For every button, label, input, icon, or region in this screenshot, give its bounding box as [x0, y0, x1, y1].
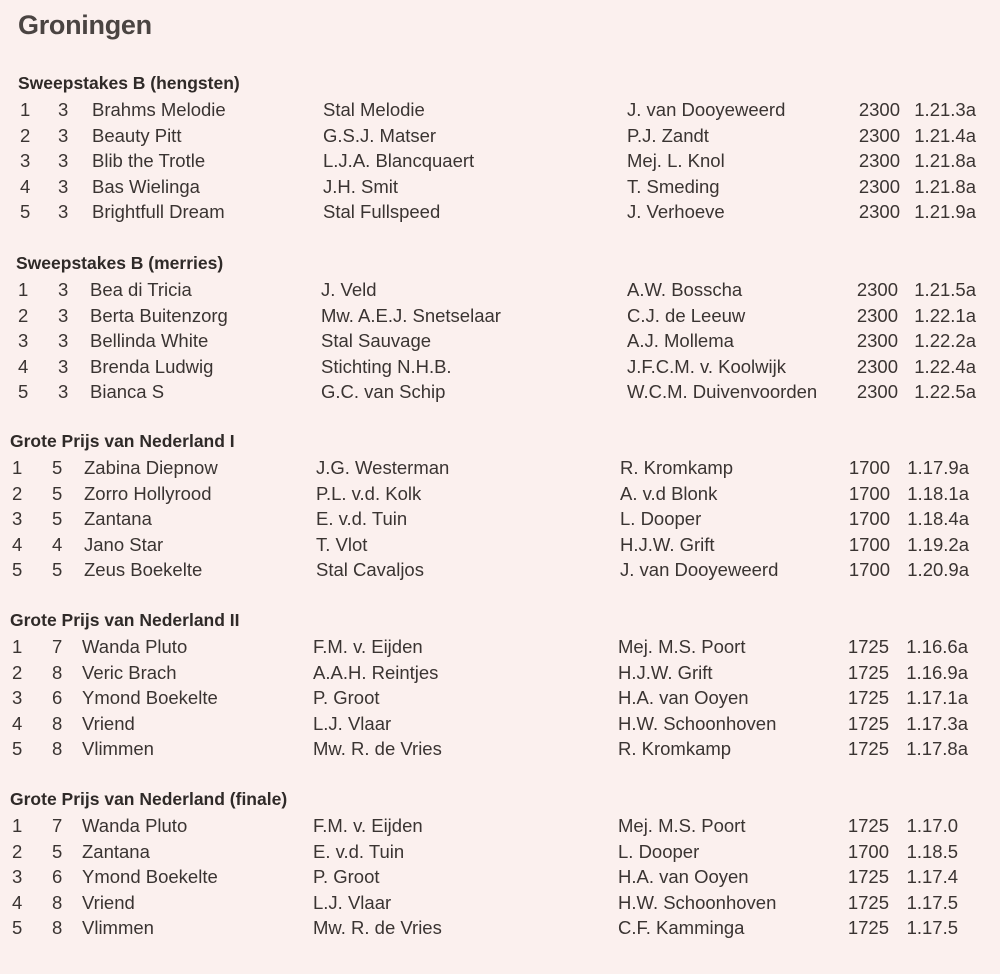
place-cell: 2: [12, 662, 23, 683]
place-cell: 2: [18, 305, 29, 326]
place-cell: 3: [12, 508, 23, 529]
place-cell: 4: [12, 892, 23, 913]
horse-cell: Zantana: [84, 508, 152, 529]
driver-cell: Mej. M.S. Poort: [618, 636, 746, 657]
distance-cell: 1725: [847, 815, 889, 836]
owner-cell: E. v.d. Tuin: [313, 841, 405, 862]
place-cell: 2: [12, 483, 23, 504]
owner-cell: Mw. A.E.J. Snetselaar: [321, 305, 501, 326]
horse-cell: Wanda Pluto: [82, 636, 188, 657]
distance-cell: 2300: [858, 176, 900, 197]
age-cell: 8: [52, 662, 63, 683]
time-cell: 1.21.8a: [914, 176, 976, 197]
horse-cell: Zantana: [82, 841, 150, 862]
place-cell: 1: [12, 815, 23, 836]
result-row: [0, 123, 1000, 148]
owner-cell: G.C. van Schip: [321, 381, 446, 402]
owner-cell: P.L. v.d. Kolk: [316, 483, 422, 504]
driver-cell: Mej. L. Knol: [627, 150, 725, 171]
horse-cell: Wanda Pluto: [82, 815, 188, 836]
place-cell: 1: [12, 636, 23, 657]
result-row: [0, 634, 1000, 659]
owner-cell: G.S.J. Matser: [323, 125, 437, 146]
time-cell: 1.22.4a: [914, 356, 976, 377]
age-cell: 5: [52, 841, 63, 862]
section-title: Grote Prijs van Nederland II: [10, 610, 240, 630]
distance-cell: 1700: [848, 559, 890, 580]
age-cell: 6: [52, 866, 63, 887]
horse-cell: Vlimmen: [82, 738, 154, 759]
horse-cell: Brenda Ludwig: [90, 356, 214, 377]
driver-cell: H.J.W. Grift: [620, 534, 715, 555]
owner-cell: L.J. Vlaar: [313, 713, 392, 734]
place-cell: 4: [18, 356, 29, 377]
age-cell: 8: [52, 892, 63, 913]
result-row: [0, 174, 1000, 199]
distance-cell: 2300: [858, 201, 900, 222]
result-row: [0, 354, 1000, 379]
place-cell: 5: [18, 381, 29, 402]
age-cell: 3: [58, 201, 69, 222]
section-title: Sweepstakes B (hengsten): [18, 73, 240, 93]
time-cell: 1.22.2a: [914, 330, 976, 351]
owner-cell: Stal Fullspeed: [323, 201, 441, 222]
horse-cell: Vriend: [82, 892, 135, 913]
horse-cell: Vlimmen: [82, 917, 154, 938]
age-cell: 3: [58, 279, 69, 300]
result-row: [0, 813, 1000, 838]
time-cell: 1.21.8a: [914, 150, 976, 171]
driver-cell: H.J.W. Grift: [618, 662, 713, 683]
result-row: [0, 277, 1000, 302]
driver-cell: A.J. Mollema: [627, 330, 734, 351]
result-row: [0, 532, 1000, 557]
distance-cell: 1700: [847, 841, 889, 862]
result-row: [0, 506, 1000, 531]
owner-cell: T. Vlot: [316, 534, 368, 555]
distance-cell: 1700: [848, 508, 890, 529]
place-cell: 5: [20, 201, 31, 222]
driver-cell: C.J. de Leeuw: [627, 305, 746, 326]
age-cell: 8: [52, 917, 63, 938]
age-cell: 4: [52, 534, 63, 555]
owner-cell: P. Groot: [313, 866, 380, 887]
place-cell: 5: [12, 559, 23, 580]
horse-cell: Bas Wielinga: [92, 176, 200, 197]
distance-cell: 1725: [847, 866, 889, 887]
time-cell: 1.21.5a: [914, 279, 976, 300]
horse-cell: Ymond Boekelte: [82, 866, 218, 887]
driver-cell: H.W. Schoonhoven: [618, 713, 777, 734]
place-cell: 5: [12, 738, 23, 759]
distance-cell: 2300: [856, 305, 898, 326]
result-row: [0, 711, 1000, 736]
driver-cell: A. v.d Blonk: [620, 483, 718, 504]
result-row: [0, 890, 1000, 915]
distance-cell: 2300: [856, 330, 898, 351]
distance-cell: 1700: [848, 457, 890, 478]
result-row: [0, 148, 1000, 173]
age-cell: 3: [58, 176, 69, 197]
age-cell: 5: [52, 508, 63, 529]
place-cell: 4: [12, 534, 23, 555]
age-cell: 8: [52, 713, 63, 734]
owner-cell: E. v.d. Tuin: [316, 508, 408, 529]
time-cell: 1.17.4: [906, 866, 958, 887]
horse-cell: Beauty Pitt: [92, 125, 182, 146]
age-cell: 5: [52, 483, 63, 504]
distance-cell: 2300: [858, 125, 900, 146]
owner-cell: A.A.H. Reintjes: [313, 662, 439, 683]
place-cell: 1: [20, 99, 31, 120]
time-cell: 1.18.5: [906, 841, 958, 862]
age-cell: 3: [58, 305, 69, 326]
time-cell: 1.17.0: [906, 815, 958, 836]
owner-cell: Mw. R. de Vries: [313, 917, 442, 938]
age-cell: 5: [52, 559, 63, 580]
age-cell: 3: [58, 356, 69, 377]
section-title: Sweepstakes B (merries): [16, 253, 224, 273]
horse-cell: Veric Brach: [82, 662, 177, 683]
time-cell: 1.16.6a: [906, 636, 968, 657]
result-row: [0, 199, 1000, 224]
owner-cell: F.M. v. Eijden: [313, 636, 423, 657]
place-cell: 3: [12, 866, 23, 887]
distance-cell: 2300: [858, 150, 900, 171]
result-row: [0, 557, 1000, 582]
driver-cell: H.W. Schoonhoven: [618, 892, 777, 913]
place-cell: 2: [12, 841, 23, 862]
horse-cell: Berta Buitenzorg: [90, 305, 228, 326]
age-cell: 8: [52, 738, 63, 759]
horse-cell: Bea di Tricia: [90, 279, 192, 300]
distance-cell: 1725: [847, 636, 889, 657]
driver-cell: R. Kromkamp: [620, 457, 734, 478]
result-row: [0, 328, 1000, 353]
owner-cell: Stal Sauvage: [321, 330, 432, 351]
time-cell: 1.21.3a: [914, 99, 976, 120]
place-cell: 5: [12, 917, 23, 938]
distance-cell: 1725: [847, 687, 889, 708]
time-cell: 1.17.8a: [906, 738, 968, 759]
place-cell: 4: [12, 713, 23, 734]
horse-cell: Blib the Trotle: [92, 150, 206, 171]
driver-cell: L. Dooper: [618, 841, 700, 862]
age-cell: 7: [52, 636, 63, 657]
time-cell: 1.17.1a: [906, 687, 968, 708]
horse-cell: Brahms Melodie: [92, 99, 226, 120]
distance-cell: 2300: [856, 279, 898, 300]
driver-cell: Mej. M.S. Poort: [618, 815, 746, 836]
place-cell: 1: [12, 457, 23, 478]
result-row: [0, 481, 1000, 506]
horse-cell: Zabina Diepnow: [84, 457, 218, 478]
driver-cell: R. Kromkamp: [618, 738, 732, 759]
horse-cell: Zeus Boekelte: [84, 559, 203, 580]
distance-cell: 1725: [847, 713, 889, 734]
owner-cell: Stal Melodie: [323, 99, 425, 120]
age-cell: 5: [52, 457, 63, 478]
distance-cell: 2300: [856, 356, 898, 377]
owner-cell: L.J. Vlaar: [313, 892, 392, 913]
time-cell: 1.22.1a: [914, 305, 976, 326]
distance-cell: 1700: [848, 534, 890, 555]
owner-cell: Stal Cavaljos: [316, 559, 424, 580]
place-cell: 3: [12, 687, 23, 708]
time-cell: 1.20.9a: [907, 559, 969, 580]
owner-cell: J. Veld: [321, 279, 377, 300]
horse-cell: Brightfull Dream: [92, 201, 225, 222]
driver-cell: W.C.M. Duivenvoorden: [627, 381, 818, 402]
age-cell: 3: [58, 381, 69, 402]
horse-cell: Ymond Boekelte: [82, 687, 218, 708]
owner-cell: Stichting N.H.B.: [321, 356, 452, 377]
section-title: Grote Prijs van Nederland (finale): [10, 789, 288, 809]
result-row: [0, 660, 1000, 685]
result-row: [0, 839, 1000, 864]
time-cell: 1.18.4a: [907, 508, 969, 529]
time-cell: 1.17.3a: [906, 713, 968, 734]
result-row: [0, 379, 1000, 404]
distance-cell: 1700: [848, 483, 890, 504]
driver-cell: J. van Dooyeweerd: [627, 99, 786, 120]
time-cell: 1.19.2a: [907, 534, 969, 555]
distance-cell: 1725: [847, 917, 889, 938]
distance-cell: 2300: [858, 99, 900, 120]
age-cell: 3: [58, 99, 69, 120]
page-title: Groningen: [18, 10, 152, 40]
result-row: [0, 97, 1000, 122]
distance-cell: 1725: [847, 662, 889, 683]
time-cell: 1.16.9a: [906, 662, 968, 683]
age-cell: 3: [58, 330, 69, 351]
section-title: Grote Prijs van Nederland I: [10, 431, 235, 451]
horse-cell: Jano Star: [84, 534, 164, 555]
time-cell: 1.22.5a: [914, 381, 976, 402]
driver-cell: J. Verhoeve: [627, 201, 725, 222]
distance-cell: 2300: [856, 381, 898, 402]
driver-cell: T. Smeding: [627, 176, 720, 197]
result-row: [0, 455, 1000, 480]
horse-cell: Bianca S: [90, 381, 165, 402]
age-cell: 3: [58, 125, 69, 146]
distance-cell: 1725: [847, 738, 889, 759]
distance-cell: 1725: [847, 892, 889, 913]
result-row: [0, 864, 1000, 889]
result-row: [0, 736, 1000, 761]
owner-cell: F.M. v. Eijden: [313, 815, 423, 836]
owner-cell: J.G. Westerman: [316, 457, 450, 478]
time-cell: 1.17.5: [906, 917, 958, 938]
time-cell: 1.17.5: [906, 892, 958, 913]
age-cell: 3: [58, 150, 69, 171]
owner-cell: L.J.A. Blancquaert: [323, 150, 475, 171]
place-cell: 1: [18, 279, 29, 300]
place-cell: 4: [20, 176, 31, 197]
owner-cell: Mw. R. de Vries: [313, 738, 442, 759]
time-cell: 1.18.1a: [907, 483, 969, 504]
time-cell: 1.17.9a: [907, 457, 969, 478]
age-cell: 6: [52, 687, 63, 708]
result-row: [0, 685, 1000, 710]
owner-cell: P. Groot: [313, 687, 380, 708]
place-cell: 3: [20, 150, 31, 171]
driver-cell: A.W. Bosscha: [627, 279, 743, 300]
place-cell: 3: [18, 330, 29, 351]
driver-cell: L. Dooper: [620, 508, 702, 529]
owner-cell: J.H. Smit: [323, 176, 399, 197]
driver-cell: H.A. van Ooyen: [618, 687, 749, 708]
driver-cell: J.F.C.M. v. Koolwijk: [627, 356, 786, 377]
horse-cell: Zorro Hollyrood: [84, 483, 212, 504]
driver-cell: C.F. Kamminga: [618, 917, 745, 938]
driver-cell: H.A. van Ooyen: [618, 866, 749, 887]
result-row: [0, 303, 1000, 328]
driver-cell: P.J. Zandt: [627, 125, 709, 146]
horse-cell: Vriend: [82, 713, 135, 734]
age-cell: 7: [52, 815, 63, 836]
result-row: [0, 915, 1000, 940]
time-cell: 1.21.9a: [914, 201, 976, 222]
time-cell: 1.21.4a: [914, 125, 976, 146]
driver-cell: J. van Dooyeweerd: [620, 559, 779, 580]
place-cell: 2: [20, 125, 31, 146]
horse-cell: Bellinda White: [90, 330, 209, 351]
